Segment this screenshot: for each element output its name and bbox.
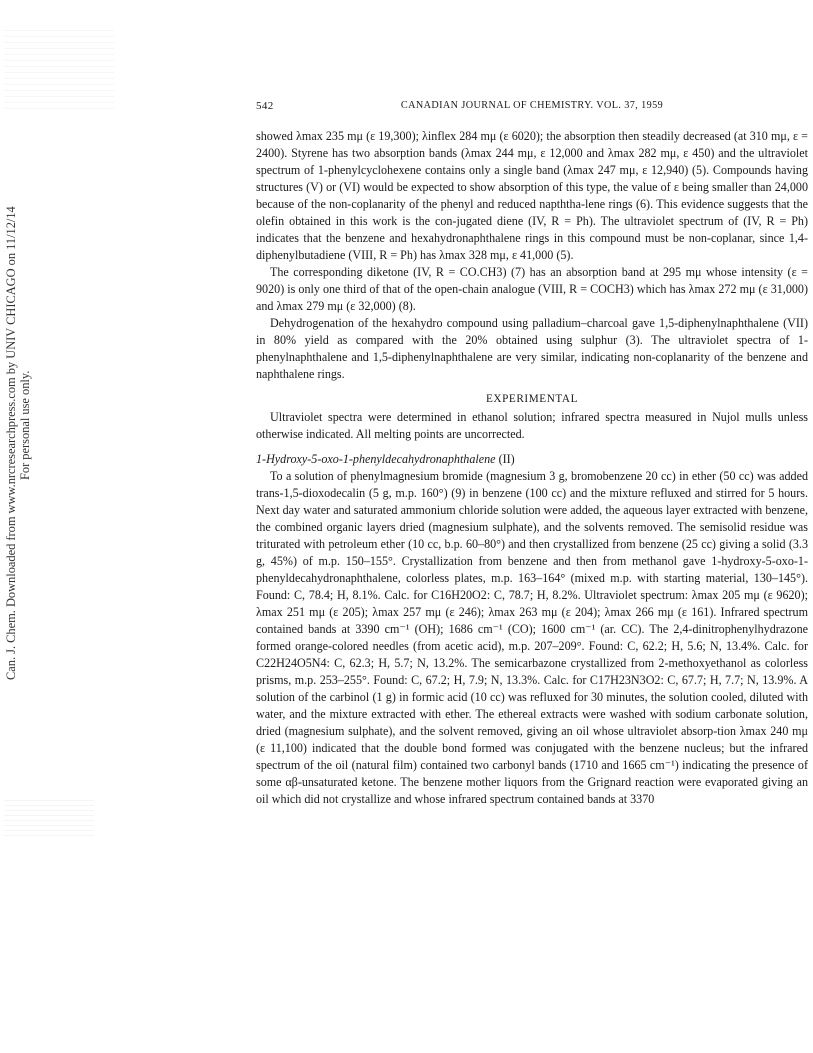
body-paragraph: The corresponding diketone (IV, R = CO.CH3) (7) has an absorption band at 295 mμ whose intensity (ε = 9020) is only one third of that of the open-chain analogue (VIII, R = COCH3) which has λmax 272 mμ (ε 31,000) and λmax 279 mμ (ε 32,000) (8). (256, 265, 808, 313)
journal-title: CANADIAN JOURNAL OF CHEMISTRY. VOL. 37, 1959 (400, 100, 664, 111)
compound-name: 1-Hydroxy-5-oxo-1-phenyldecahydronaphthalene (256, 452, 496, 466)
body-paragraph: showed λmax 235 mμ (ε 19,300); λinflex 284 mμ (ε 6020); the absorption then steadily decreased (at 310 mμ, ε = 2400). Styrene has two absorption bands (λmax 244 mμ, ε 12,000 and λmax 282 mμ, ε 450) and the ultraviolet spectrum of 1-phenylcyclohexene contains only a single band (λmax 247 mμ, ε 12,940) (5). Compounds having structures (V) or (VI) would be expected to show absorption of this type, the value of ε being smaller than 24,000 because of the non-coplanarity of the phenyl and reduced napththa-lene rings (6). This evidence suggests that the olefin obtained in this work is the con-jugated diene (IV, R = Ph). The ultraviolet spectrum of (IV, R = Ph) indicates that the benzene and hexahydronaphthalene rings in this compound must be non-coplanar, since 1,4-diphenylbutadiene (VIII, R = Ph) has λmax 328 mμ, ε 41,000 (5). (256, 129, 808, 262)
compound-ref: (II) (495, 452, 515, 466)
journal-page (256, 100, 808, 808)
watermark-line: Can. J. Chem. Downloaded from www.nrcresearchpress.com by UNIV CHICAGO on 11/12/14 (4, 206, 18, 680)
body-paragraph: Dehydrogenation of the hexahydro compound using palladium–charcoal gave 1,5-diphenylnaphthalene (VII) in 80% yield as compared with the 20% obtained using sulphur (3). The ultraviolet spectra of 1-phenylnaphthalene and 1,5-diphenylnaphthalene are very similar, indicating non-coplanarity of the benzene and naphthalene rings. (256, 316, 808, 381)
running-header (256, 100, 808, 118)
scan-artifact (4, 800, 94, 840)
download-watermark (4, 120, 44, 680)
personal-use-line: For personal use only. (18, 370, 32, 480)
section-heading: EXPERIMENTAL (485, 393, 579, 405)
subsection-heading (256, 451, 808, 468)
scan-artifact (4, 30, 114, 110)
page-number: 542 (256, 100, 274, 112)
body-paragraph: To a solution of phenylmagnesium bromide (magnesium 3 g, bromobenzene 20 cc) in ether (50 cc) was added trans-1,5-dioxodecalin (5 g, m.p. 160°) (9) in benzene (100 cc) and the mixture refluxed and stirred for 5 hours. Next day water and saturated ammonium chloride solution were added, the aqueous layer extracted with benzene, the combined organic layers dried (magnesium sulphate), and the solvents removed. The semisolid residue was triturated with petroleum ether (10 cc, b.p. 60–80°) and then crystallized from benzene (25 cc) giving a solid (3.3 g, 45%) of m.p. 150–155°. Crystallization from benzene and then from methanol gave 1-hydroxy-5-oxo-1-phenyldecahydronaphthalene, colorless plates, m.p. 163–164° (mixed m.p. with starting material, 130–145°). Found: C, 78.4; H, 8.1%. Calc. for C16H20O2: C, 78.7; H, 8.2%. Ultraviolet spectrum: λmax 205 mμ (ε 9620); λmax 251 mμ (ε 205); λmax 257 mμ (ε 246); λmax 263 mμ (ε 204); λmax 266 mμ (ε 161). Infrared spectrum contained bands at 3390 cm⁻¹ (OH); 1686 cm⁻¹ (CO); 1600 cm⁻¹ (ar. CC). The 2,4-dinitrophenylhydrazone formed orange-colored needles (from acetic acid), m.p. 207–209°. Found: C, 62.2; H, 5.6; N, 13.4%. Calc. for C22H24O5N4: C, 62.3; H, 5.7; N, 13.2%. The semicarbazone crystallized from 2-methoxyethanol as colorless prisms, m.p. 253–255°. Found: C, 67.2; H, 7.9; N, 13.3%. Calc. for C17H23N3O2: C, 67.7; H, 7.7; N, 13.9%. A solution of the carbinol (1 g) in formic acid (10 cc) was refluxed for 30 minutes, the solution cooled, diluted with water, and the mixture extracted with ether. The ethereal extracts were washed with sodium carbonate solution, dried (magnesium sulphate), and the solvent removed, giving an oil whose ultraviolet absorp-tion λmax 240 mμ (ε 11,100) indicated that the double bond formed was conjugated with the benzene nucleus; but the infrared spectrum of the oil (natural film) contained two carbonyl bands (1710 and 1665 cm⁻¹) indicating the presence of some αβ-unsaturated ketone. The benzene mother liquors from the Grignard reaction were evaporated giving an oil which did not crystallize and whose infrared spectrum contained bands at 3370 (256, 469, 808, 806)
body-paragraph: Ultraviolet spectra were determined in ethanol solution; infrared spectra measured in Nujol mulls unless otherwise indicated. All melting points are uncorrected. (256, 410, 808, 441)
